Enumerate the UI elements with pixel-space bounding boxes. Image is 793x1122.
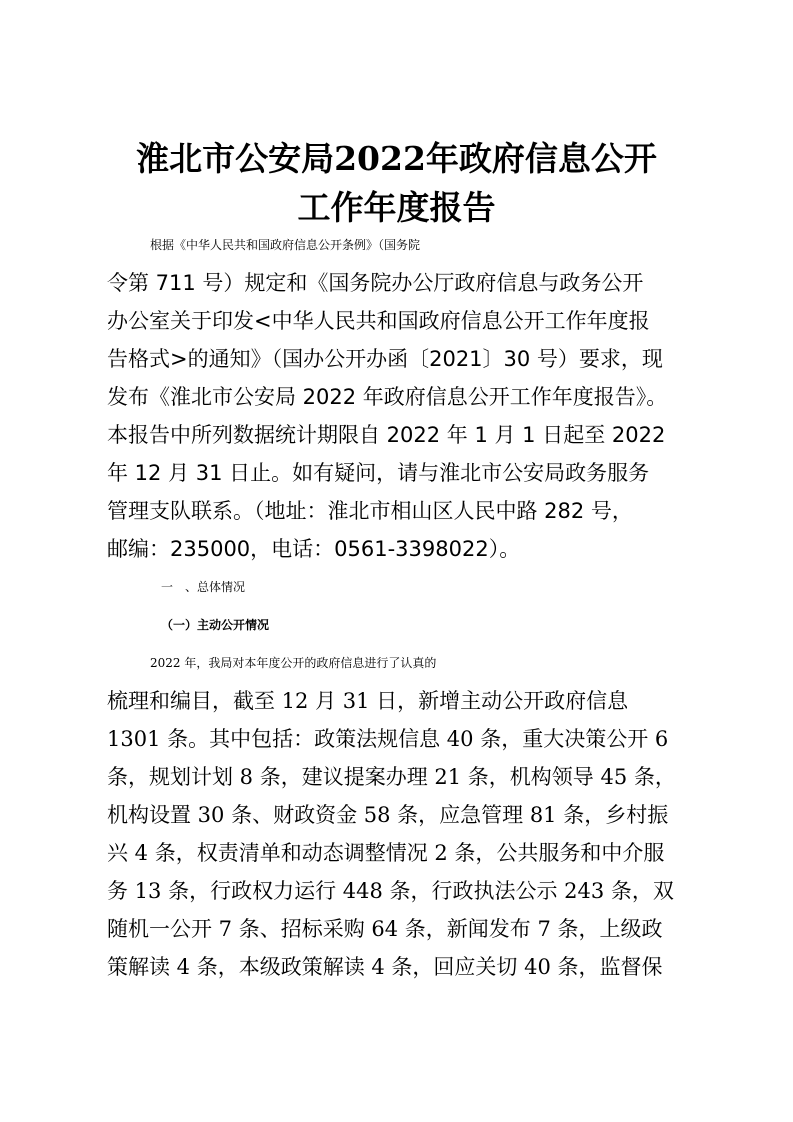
body-line-9: 策解读 4 条，本级政策解读 4 条，回应关切 40 条，监督保 — [107, 955, 663, 979]
intro-line-5: 发布《淮北市公安局 2022 年政府信息公开工作年度报告》。 — [107, 385, 668, 409]
intro-line-2: 令第 711 号）规定和《国务院办公厅政府信息与政务公开 — [107, 271, 644, 295]
intro-line-9: 邮编：235000，电话：0561-3398022）。 — [107, 537, 521, 561]
body-line-4: 条，规划计划 8 条，建议提案办理 21 条，机构领导 45 条， — [107, 765, 676, 789]
intro-line-3: 办公室关于印发<中华人民共和国政府信息公开工作年度报 — [107, 309, 650, 333]
report-title-line-2: 工作年度报告 — [297, 188, 496, 227]
subsection-heading: （一）主动公开情况 — [161, 618, 270, 632]
intro-line-7: 年 12 月 31 日止。如有疑问，请与淮北市公安局政务服务 — [107, 461, 650, 485]
intro-line-6: 本报告中所列数据统计期限自 2022 年 1 月 1 日起至 2022 — [107, 423, 666, 447]
body-line-3: 1301 条。其中包括：政策法规信息 40 条，重大决策公开 6 — [107, 727, 669, 751]
body-line-8: 随机一公开 7 条、招标采购 64 条，新闻发布 7 条，上级政 — [107, 917, 663, 941]
intro-line-1: 根据《中华人民共和国政府信息公开条例》（国务院 — [150, 238, 421, 252]
intro-line-4: 告格式>的通知》（国办公开办函〔2021〕30 号）要求，现 — [107, 347, 663, 371]
body-line-7: 务 13 条，行政权力运行 448 条，行政执法公示 243 条，双 — [107, 879, 674, 903]
intro-line-8: 管理支队联系。（地址：淮北市相山区人民中路 282 号， — [107, 499, 633, 523]
report-title-line-1: 淮北市公安局2022年政府信息公开 — [136, 139, 657, 178]
body-line-2: 梳理和编目，截至 12 月 31 日，新增主动公开政府信息 — [107, 689, 629, 713]
body-line-1: 2022 年，我局对本年度公开的政府信息进行了认真的 — [150, 656, 437, 670]
body-line-6: 兴 4 条，权责清单和动态调整情况 2 条，公共服务和中介服 — [107, 841, 665, 865]
section-heading: 一 、总体情况 — [161, 580, 246, 594]
body-line-5: 机构设置 30 条、财政资金 58 条，应急管理 81 条，乡村振 — [107, 803, 669, 827]
